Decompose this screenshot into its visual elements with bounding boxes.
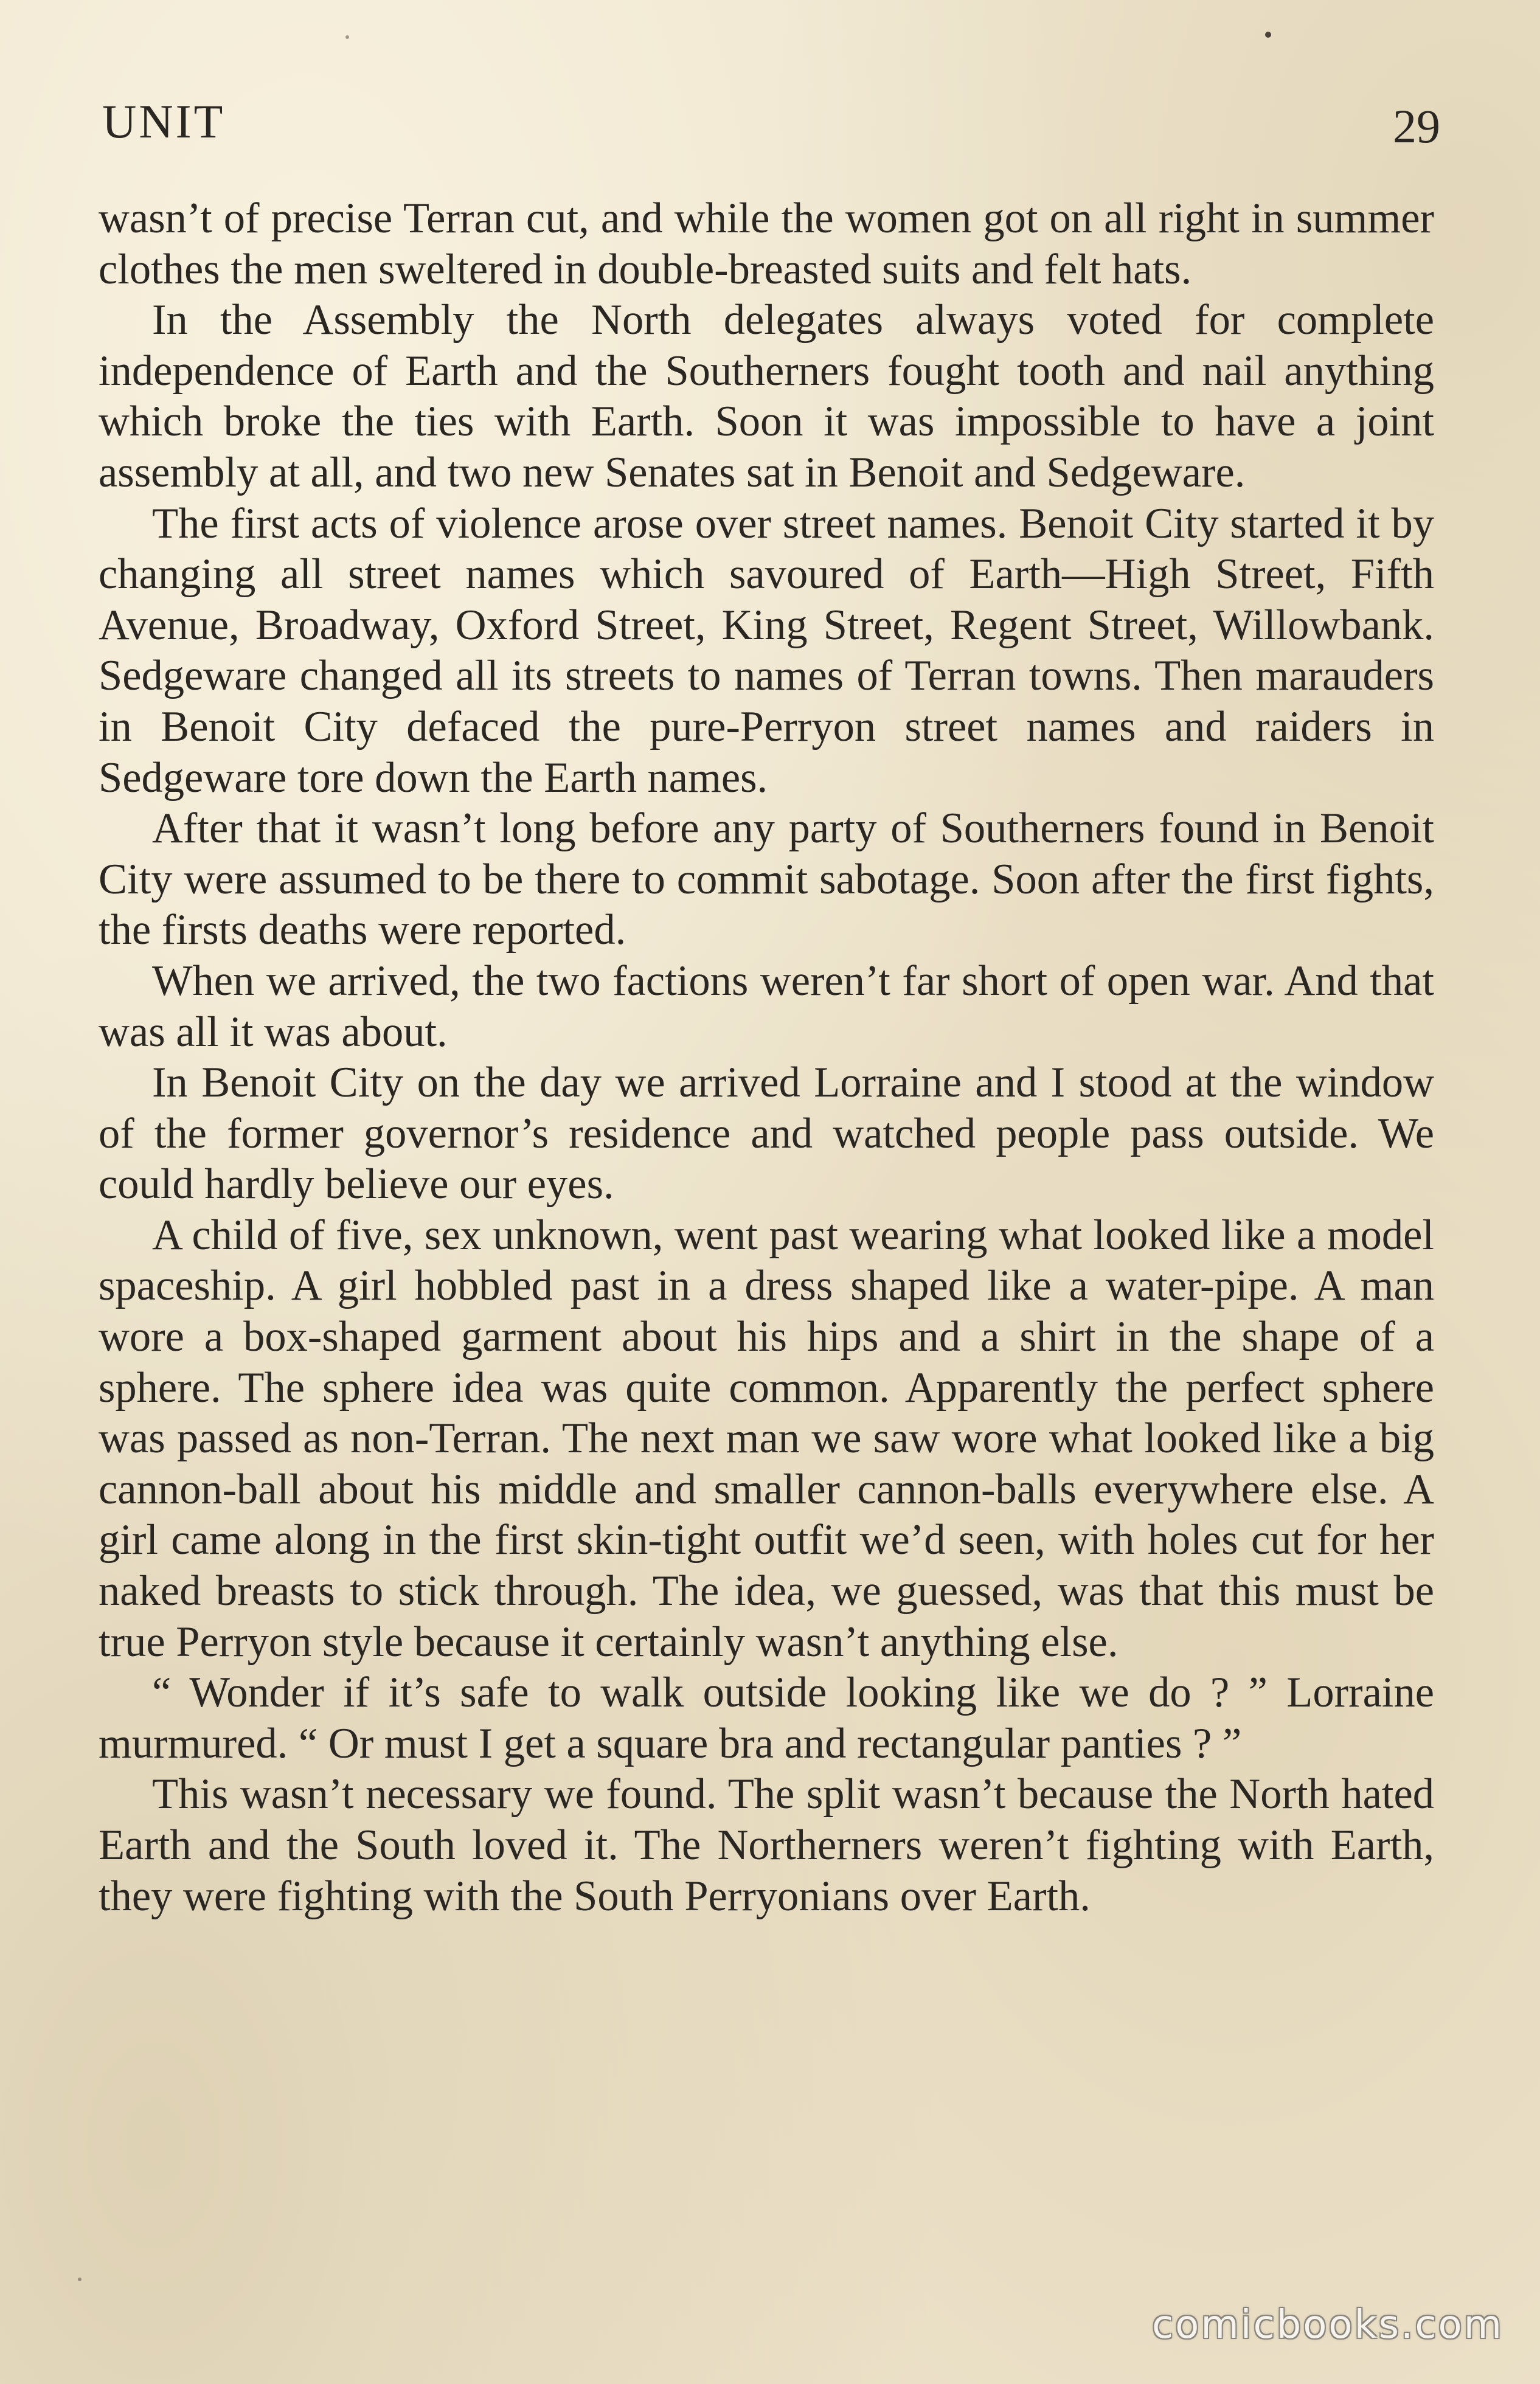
watermark: comicbooks.com — [1151, 2303, 1504, 2348]
paper-speck — [345, 35, 349, 39]
running-head — [102, 91, 1440, 152]
paragraph-5: When we arrived, the two factions weren’t far short of open war. And that was all it was about. — [99, 957, 1434, 1056]
paragraph-7: A child of five, sex unknown, went past wearing what looked like a model spaceship. A girl hobbled past in a dress shaped like a water-pipe. A man wore a box-shaped garment about his hips and a shirt in the shape of a sphere. The sphere idea was quite common. Apparently the perfect sphere was passed as non-Terran. The next man we saw wore what looked like a big cannon-ball about his middle and smaller cannon-balls everywhere else. A girl came along in the first skin-tight outfit we’d seen, with holes cut for her naked breasts to stick through. The idea, we guessed, was that this must be true Perryon style because it certainly wasn’t anything else. — [99, 1211, 1434, 1666]
paper-speck — [1265, 32, 1271, 38]
paragraph-4: After that it wasn’t long before any party of Southerners found in Benoit City were assumed to be there to commit sabotage. Soon after the first fights, the firsts deaths were reported. — [99, 805, 1434, 954]
paragraph-8: “ Wonder if it’s safe to walk outside looking like we do ? ” Lorraine murmured. “ Or must I get a square bra and rectangular panties ? ” — [99, 1669, 1434, 1767]
paragraph-1: wasn’t of precise Terran cut, and while the women got on all right in summer clothes the men sweltered in double-breasted suits and felt hats. — [99, 195, 1434, 293]
paragraph-2: In the Assembly the North delegates always voted for complete independence of Earth and the Southerners fought tooth and nail anything which broke the ties with Earth. Soon it was impossible to have a joint assembly at all, and two new Senates sat in Benoit and Sedgeware. — [99, 296, 1434, 496]
page-number: 29 — [1393, 100, 1440, 153]
paragraph-9: This wasn’t necessary we found. The split wasn’t because the North hated Earth and the South loved it. The Northerners weren’t fighting with Earth, they were fighting with the South Perryonians over Earth. — [99, 1770, 1434, 1920]
running-title: UNIT — [102, 95, 226, 148]
paper-speck — [78, 2278, 82, 2281]
paragraph-3: The first acts of violence arose over street names. Benoit City started it by changing all street names which savoured of Earth—High Street, Fifth Avenue, Broadway, Oxford Street, King Street, Regent Street, Willowbank. Sedgeware changed all its streets to names of Terran towns. Then marauders in Benoit City defaced the pure-Perryon street names and raiders in Sedgeware tore down the Earth names. — [99, 499, 1434, 802]
body-text — [99, 193, 1434, 1922]
paragraph-6: In Benoit City on the day we arrived Lorraine and I stood at the window of the former governor’s residence and watched people pass outside. We could hardly believe our eyes. — [99, 1059, 1434, 1208]
